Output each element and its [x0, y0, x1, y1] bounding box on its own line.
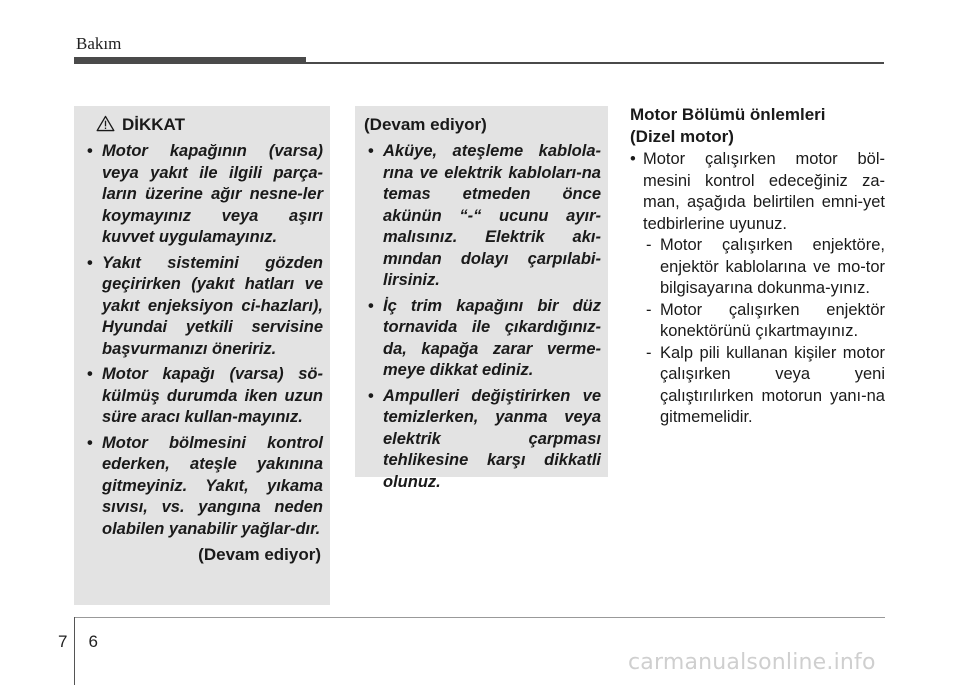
warning-item: • Motor kapağının (varsa) veya yakıt ile ilgili parça-ların üzerine ağır nesne-ler koymayınız veya aşırı kuvvet uygulamayınız.: [87, 142, 323, 246]
warning-item: • Motor bölmesini kontrol ederken, ateşle yakınına gitmeyiniz. Yakıt, yıkama sıvısı, vs. yangına neden olabilen yanabilir yağlar-dır.: [87, 433, 323, 538]
footer-rule: [74, 617, 885, 618]
page-section-number: 7: [58, 632, 68, 651]
engine-precautions-section: [630, 104, 885, 429]
warning-triangle-icon: [96, 115, 115, 132]
continued-warning-box: [355, 106, 608, 491]
watermark: carmanualsonline.info: [628, 650, 876, 675]
continued-box-title: (Devam ediyor): [364, 115, 487, 134]
warning-title-row: [83, 114, 323, 135]
warning-item: • Motor kapağı (varsa) sö-külmüş durumda iken uzun süre aracı kullan-mayınız.: [87, 365, 323, 426]
warning-item: • Aküye, ateşleme kablola-rına ve elektrik kabloları-na temas etmeden önce akünün “-“ ucunu ayır-malısınız. Elektrik akı-mından dolayı çarpılabi-lirsiniz.: [368, 142, 601, 289]
page-index-number: 6: [88, 632, 98, 651]
section-heading-line2: (Dizel motor): [630, 126, 734, 146]
continued-label: (Devam ediyor): [198, 545, 321, 564]
precaution-bullet: • Motor çalışırken motor böl-mesini kontrol edeceğiniz za-man, aşağıda belirtilen emni-yet tedbirlerine uyunuz.: [630, 150, 885, 233]
page-number: [58, 632, 98, 652]
warning-title: DİKKAT: [122, 115, 185, 134]
precaution-sub-item: - Kalp pili kullanan kişiler motor çalışırken veya yeni çalıştırılırken motorun yanı-na gitmemelidir.: [646, 343, 885, 426]
section-heading-line1: Motor Bölümü önlemleri: [630, 105, 826, 124]
warning-list: [83, 141, 323, 540]
warning-item: • Yakıt sistemini gözden geçirirken (yakıt hatları ve yakıt enjeksiyon ci-hazları), Hyundai yetkili servisine başvurmanızı öneririz.: [87, 253, 323, 358]
header-rule: [306, 62, 884, 64]
precaution-sub-item: - Motor çalışırken enjektör konektörünü çıkartmayınız.: [646, 300, 885, 340]
warning-box: [74, 106, 330, 605]
warning-item: • Ampulleri değiştirirken ve temizlerken, yanma veya elektrik çarpması tehlikesine karşı dikkatli olunuz.: [368, 386, 601, 491]
precaution-sub-item: - Motor çalışırken enjektöre, enjektör kablolarına ve mo-tor bilgisayarına dokunma-yınız.: [646, 236, 885, 297]
warning-item: • İç trim kapağını bir düz tornavida ile çıkardığınız-da, kapağa zarar verme-meye dikkat ediniz.: [368, 296, 601, 379]
page-header-title: Bakım: [76, 34, 122, 53]
continued-warning-list: [364, 141, 601, 493]
header-bar-accent: [74, 57, 306, 64]
